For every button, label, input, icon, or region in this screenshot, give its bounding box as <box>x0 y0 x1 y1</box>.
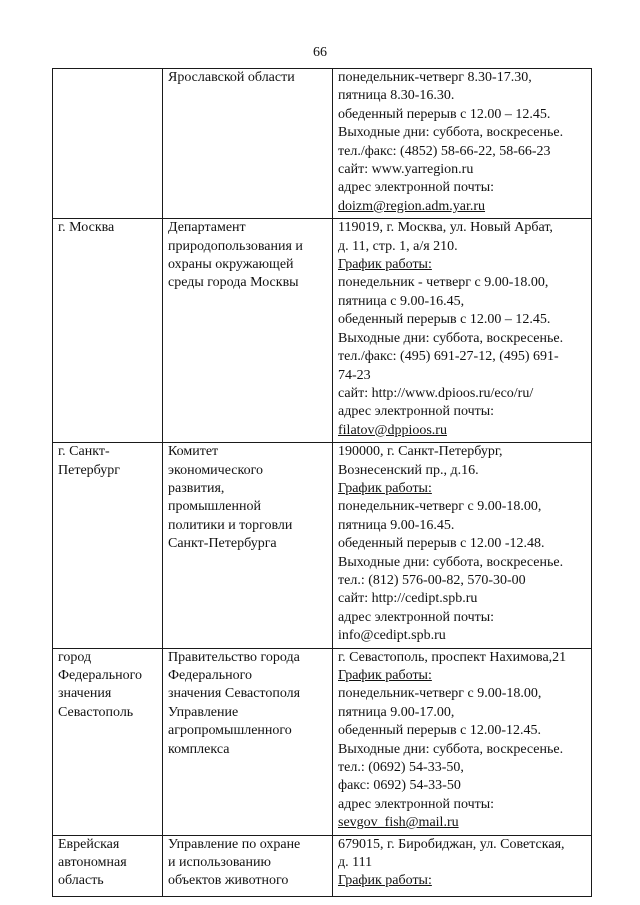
organization-cell-line: агропромышленного <box>168 723 292 739</box>
contacts-cell-line: пятница 9.00-16.45. <box>338 517 455 533</box>
organization-cell-line: развития, <box>168 480 225 496</box>
region-cell-line: автономная <box>58 855 127 871</box>
organization-cell-line: Федерального <box>168 668 253 683</box>
contacts-cell-line: sevgov_fish@mail.ru <box>338 815 459 831</box>
organization-cell <box>163 219 333 443</box>
organization-cell-line: Санкт-Петербурга <box>168 536 277 552</box>
contacts-cell-line: 74-23 <box>338 367 371 383</box>
contacts-cell-line: 190000, г. Санкт-Петербург, <box>338 444 503 460</box>
contacts-cell-line: адрес электронной почты: <box>338 180 495 196</box>
contacts-cell-line: обеденный перерыв с 12.00 – 12.45. <box>338 312 551 328</box>
contacts-cell-line: обеденный перерыв с 12.00-12.45. <box>338 723 541 739</box>
organization-cell-line: объектов животного <box>168 873 289 889</box>
region-cell <box>53 443 163 648</box>
organization-cell-line: Правительство города <box>168 649 300 665</box>
contacts-cell-line: 119019, г. Москва, ул. Новый Арбат, <box>338 220 553 236</box>
contacts-cell-line: тел./факс: (495) 691-27-12, (495) 691- <box>338 349 559 365</box>
contacts-cell-line: info@cedipt.spb.ru <box>338 628 446 644</box>
organization-cell-line: Управление <box>168 704 239 720</box>
region-cell-line: г. Москва <box>58 220 115 236</box>
contacts-cell-line: пятница с 9.00-16.45, <box>338 293 465 309</box>
table-row <box>53 648 592 835</box>
organization-cell <box>163 835 333 896</box>
table-body <box>53 69 592 897</box>
organization-cell-line: Комитет <box>168 444 219 460</box>
contacts-cell-line: адрес электронной почты: <box>338 796 495 812</box>
organization-cell-line: экономического <box>168 462 263 478</box>
contacts-cell-line: 679015, г. Биробиджан, ул. Советская, <box>338 836 565 852</box>
contacts-cell-line: обеденный перерыв с 12.00 -12.48. <box>338 536 545 552</box>
region-cell <box>53 835 163 896</box>
region-cell-line: область <box>58 873 104 889</box>
region-cell-line: Федерального <box>58 668 143 683</box>
organization-cell <box>163 443 333 648</box>
contacts-cell-line: График работы: <box>338 873 432 889</box>
contacts-cell-line: адрес электронной почты: <box>338 404 495 420</box>
contacts-cell-line: пятница 9.00-17.00, <box>338 704 455 720</box>
contacts-cell-line: График работы: <box>338 257 432 273</box>
organization-cell-line: Ярославской области <box>168 70 295 85</box>
region-cell-line: город <box>58 649 92 665</box>
contacts-cell-line: сайт: http://cedipt.spb.ru <box>338 591 478 607</box>
contacts-cell-line: сайт: http://www.dpioos.ru/eco/ru/ <box>338 385 534 401</box>
page-number: 66 <box>313 45 327 60</box>
organization-cell <box>163 648 333 835</box>
contacts-cell-line: тел./факс: (4852) 58-66-22, 58-66-23 <box>338 143 551 159</box>
contacts-cell-line: тел.: (0692) 54-33-50, <box>338 760 464 776</box>
organization-cell-line: Департамент <box>168 220 246 236</box>
contacts-cell-line: Выходные дни: суббота, воскресенье. <box>338 741 564 757</box>
contacts-cell-line: понедельник-четверг с 9.00-18.00, <box>338 686 542 702</box>
contacts-cell-line: График работы: <box>338 480 432 496</box>
region-cell <box>53 648 163 835</box>
contacts-cell-line: обеденный перерыв с 12.00 – 12.45. <box>338 106 551 122</box>
table-row <box>53 443 592 648</box>
contacts-cell-line: doizm@region.adm.yar.ru <box>338 198 486 214</box>
contacts-cell <box>333 648 592 835</box>
organization-cell-line: комплекса <box>168 741 230 757</box>
contacts-cell-line: Выходные дни: суббота, воскресенье. <box>338 554 564 570</box>
region-cell-line: г. Санкт- <box>58 444 110 460</box>
contacts-cell-line: Выходные дни: суббота, воскресенье. <box>338 125 564 141</box>
organization-cell-line: промышленной <box>168 499 261 515</box>
organization-cell-line: Управление по охране <box>168 836 301 852</box>
contacts-cell <box>333 219 592 443</box>
contacts-cell-line: понедельник-четверг с 9.00-18.00, <box>338 499 542 515</box>
organization-cell-line: охраны окружающей <box>168 257 294 273</box>
organization-cell-line: и использованию <box>168 855 271 871</box>
contacts-cell-line: тел.: (812) 576-00-82, 570-30-00 <box>338 572 526 588</box>
region-cell <box>53 219 163 443</box>
contacts-cell-line: понедельник-четверг 8.30-17.30, <box>338 70 532 85</box>
region-cell <box>53 69 163 219</box>
organization-cell-line: политики и торговли <box>168 517 293 533</box>
organization-cell-line: значения Севастополя <box>168 686 301 702</box>
contacts-cell-line: filatov@dppioos.ru <box>338 422 447 438</box>
region-cell-line: значения <box>58 686 112 702</box>
contacts-cell <box>333 835 592 896</box>
contacts-cell-line: д. 11, стр. 1, а/я 210. <box>338 238 458 254</box>
contacts-cell <box>333 443 592 648</box>
contacts-cell-line: г. Севастополь, проспект Нахимова,21 <box>338 649 567 665</box>
contacts-table <box>52 68 592 897</box>
contacts-cell-line: факс: 0692) 54-33-50 <box>338 778 461 794</box>
contacts-cell-line: сайт: www.yarregion.ru <box>338 162 474 178</box>
region-cell-line: Севастополь <box>58 704 134 720</box>
region-cell-line: Петербург <box>58 462 120 478</box>
table-row <box>53 835 592 896</box>
table-row <box>53 219 592 443</box>
contacts-cell-line: адрес электронной почты: <box>338 609 495 625</box>
contacts-cell <box>333 69 592 219</box>
organization-cell-line: среды города Москвы <box>168 275 299 291</box>
contacts-cell-line: Вознесенский пр., д.16. <box>338 462 479 478</box>
contacts-cell-line: понедельник - четверг с 9.00-18.00, <box>338 275 549 291</box>
region-cell-line: Еврейская <box>58 836 120 852</box>
contacts-cell-line: д. 111 <box>338 855 373 871</box>
organization-cell-line: природопользования и <box>168 238 303 254</box>
table-row <box>53 69 592 219</box>
contacts-cell-line: График работы: <box>338 668 432 683</box>
contacts-cell-line: Выходные дни: суббота, воскресенье. <box>338 330 564 346</box>
contacts-cell-line: пятница 8.30-16.30. <box>338 88 455 104</box>
organization-cell <box>163 69 333 219</box>
